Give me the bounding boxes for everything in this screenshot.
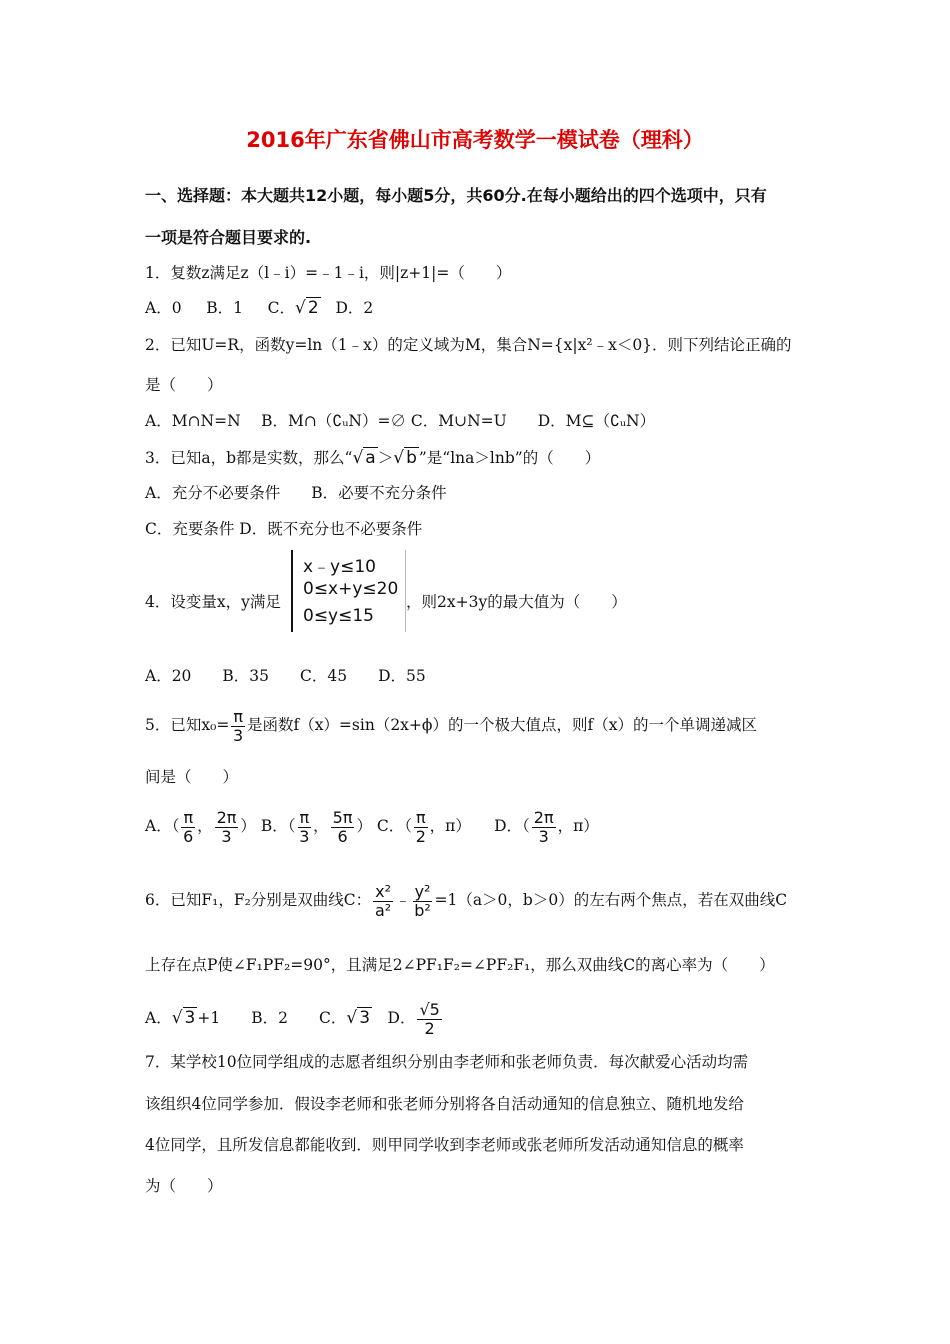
- q6-stem-line2: 上存在点P使∠F₁PF₂=90°，且满足2∠PF₁F₂=∠PF₂F₁，那么双曲线C的离心率为（ ）: [145, 956, 775, 974]
- q1-option-c-label: C．: [267, 299, 295, 317]
- sqrt-icon: √ 3: [171, 1008, 196, 1028]
- q6-frac-x: [373, 883, 393, 920]
- q5-frac-num: π: [233, 706, 243, 726]
- q7-line1: 7．某学校10位同学组成的志愿者组织分别由李老师和张老师负责．每次献爱心活动均需: [145, 1053, 749, 1071]
- q7-line2: 该组织4位同学参加．假设李老师和张老师分别将各自活动通知的信息独立、随机地发给: [145, 1095, 744, 1113]
- q7-line3: 4位同学，且所发信息都能收到．则甲同学收到李老师或张老师所发活动通知信息的概率: [145, 1136, 744, 1154]
- q5-stem-pre: 5．已知x₀=: [145, 716, 230, 734]
- q3-stem-pre: 3．已知a，b都是实数，那么“: [145, 449, 353, 467]
- q6-stem-post: =1（a＞0，b＞0）的左右两个焦点，若在双曲线C: [434, 891, 788, 909]
- frac-den: a²: [375, 900, 392, 920]
- sqrt-icon: √ a: [352, 448, 376, 468]
- frac-num: π: [183, 807, 194, 827]
- q1-option-b: B．1: [206, 299, 243, 317]
- q5-frac-den: 3: [233, 725, 244, 745]
- q5-b-frac1: [298, 809, 312, 846]
- q6-stem: [145, 876, 787, 924]
- q4-stem-post: ，则2x+3y的最大值为（ ）: [406, 593, 627, 611]
- q6-option-c-radicand: 3: [359, 1008, 371, 1028]
- q6-options-bc: +1 B．2 C．: [197, 1009, 347, 1027]
- frac-den: 3: [221, 826, 232, 846]
- q2-options: A．M∩N=N B．M∩（∁ᵤN）=∅ C．M∪N=U D．M⊆（∁ᵤN）: [145, 412, 656, 430]
- q4-inequality-system: [291, 550, 406, 632]
- q6-minus: ﹣: [395, 891, 411, 909]
- sqrt-icon: √ 3: [346, 1008, 371, 1028]
- frac-den: 6: [183, 826, 194, 846]
- q5-stem-line2: 间是（ ）: [145, 768, 239, 786]
- q5-option-d-label: ，π） D．（: [429, 817, 530, 835]
- q3-options-ab: A．充分不必要条件 B．必要不充分条件: [145, 484, 447, 502]
- frac-num: π: [416, 807, 426, 827]
- frac-num: √5: [419, 999, 440, 1019]
- q3-options-cd: C．充要条件 D．既不充分也不必要条件: [145, 520, 423, 538]
- section-heading-line1: 一、选择题：本大题共12小题，每小题5分，共60分.在每小题给出的四个选项中，只有: [145, 186, 767, 205]
- q1-options: [145, 296, 373, 320]
- q5-option-d-end: ，π）: [557, 817, 599, 835]
- sqrt-icon: √ b: [393, 448, 417, 468]
- exam-title: 2016年广东省佛山市高考数学一模试卷（理科）: [246, 128, 704, 152]
- q5-stem-post: 是函数f（x）=sin（2x+ϕ）的一个极大值点，则f（x）的一个单调递减区: [246, 716, 757, 734]
- q5-c-frac1: [414, 809, 428, 846]
- q3-gt: ＞: [377, 449, 394, 467]
- frac-den: b²: [414, 900, 431, 920]
- q4-inequality-1: x﹣y≤10: [303, 557, 376, 577]
- q6-stem-pre: 6．已知F₁，F₂分别是双曲线C：: [145, 891, 372, 909]
- q7-line4: 为（ ）: [145, 1177, 223, 1195]
- q5-b-frac2: [331, 809, 355, 846]
- frac-num: x²: [375, 881, 392, 901]
- sqrt-icon: √ 2: [294, 298, 319, 318]
- q1-option-d: D．2: [335, 299, 374, 317]
- frac-num: 2π: [533, 807, 554, 827]
- q6-d-frac: [417, 1001, 441, 1038]
- section-heading-line2: 一项是符合题目要求的.: [145, 228, 312, 247]
- q5-options: A．（ $\frac{\pi}{6}$ ， $\frac{2\pi}{3}$ ） B．（ $\frac{\pi}{3}$ ， $\frac{5\pi}{6}$ ） C．（ $\frac{\pi}{2}$ ，π） D．（ $\frac{2\pi}{3}$ ，π）: [145, 807, 599, 846]
- frac-num: π: [299, 807, 310, 827]
- frac-den: 6: [337, 826, 348, 846]
- q3-stem-post: ”是“lna＞lnb”的（ ）: [418, 449, 601, 467]
- frac-num: y²: [414, 881, 431, 901]
- q5-d-frac1: [532, 809, 556, 846]
- frac-den: 2: [424, 1018, 435, 1038]
- frac-num: 5π: [332, 807, 353, 827]
- q5-option-c-label: ） C．（: [356, 817, 413, 835]
- q5-stem: [145, 703, 757, 747]
- q5-a-frac2: [215, 809, 239, 846]
- q4-stem-pre: 4．设变量x，y满足: [145, 593, 281, 611]
- q6-frac-y: [413, 883, 433, 920]
- q6-option-a-radicand: 3: [184, 1008, 196, 1028]
- q5-option-a-label: A．（: [145, 817, 180, 835]
- frac-den: 2: [415, 826, 426, 846]
- q5-option-b-label: ） B．（: [240, 817, 296, 835]
- q4-inequality-3: 0≤y≤15: [303, 606, 374, 626]
- q2-stem-line2: 是（ ）: [145, 376, 223, 394]
- q5-a-frac1: [181, 809, 195, 846]
- q4-inequality-2: 0≤x+y≤20: [303, 579, 399, 599]
- q5-fraction: [231, 708, 245, 745]
- frac-num: 2π: [216, 807, 237, 827]
- q4-options: A．20 B．35 C．45 D．55: [145, 667, 426, 685]
- q1-option-a: A．0: [145, 299, 182, 317]
- q1-option-c-radicand: 2: [307, 298, 319, 318]
- frac-den: 3: [299, 826, 310, 846]
- q2-stem-line1: 2．已知U=R，函数y=ln（1﹣x）的定义域为M，集合N={x|x²﹣x＜0}．则下列结论正确的: [145, 336, 792, 354]
- q6-option-a-label: A．: [145, 1009, 172, 1027]
- q6-options: [145, 996, 444, 1040]
- q3-stem: [145, 446, 600, 470]
- q3-radicand-a: a: [365, 448, 376, 468]
- q1-stem: 1．复数z满足z（l﹣i）=﹣1﹣i，则|z+1|=（ ）: [145, 264, 512, 282]
- q3-radicand-b: b: [406, 448, 417, 468]
- frac-den: 3: [538, 826, 549, 846]
- q6-option-d-label: D．: [372, 1009, 416, 1027]
